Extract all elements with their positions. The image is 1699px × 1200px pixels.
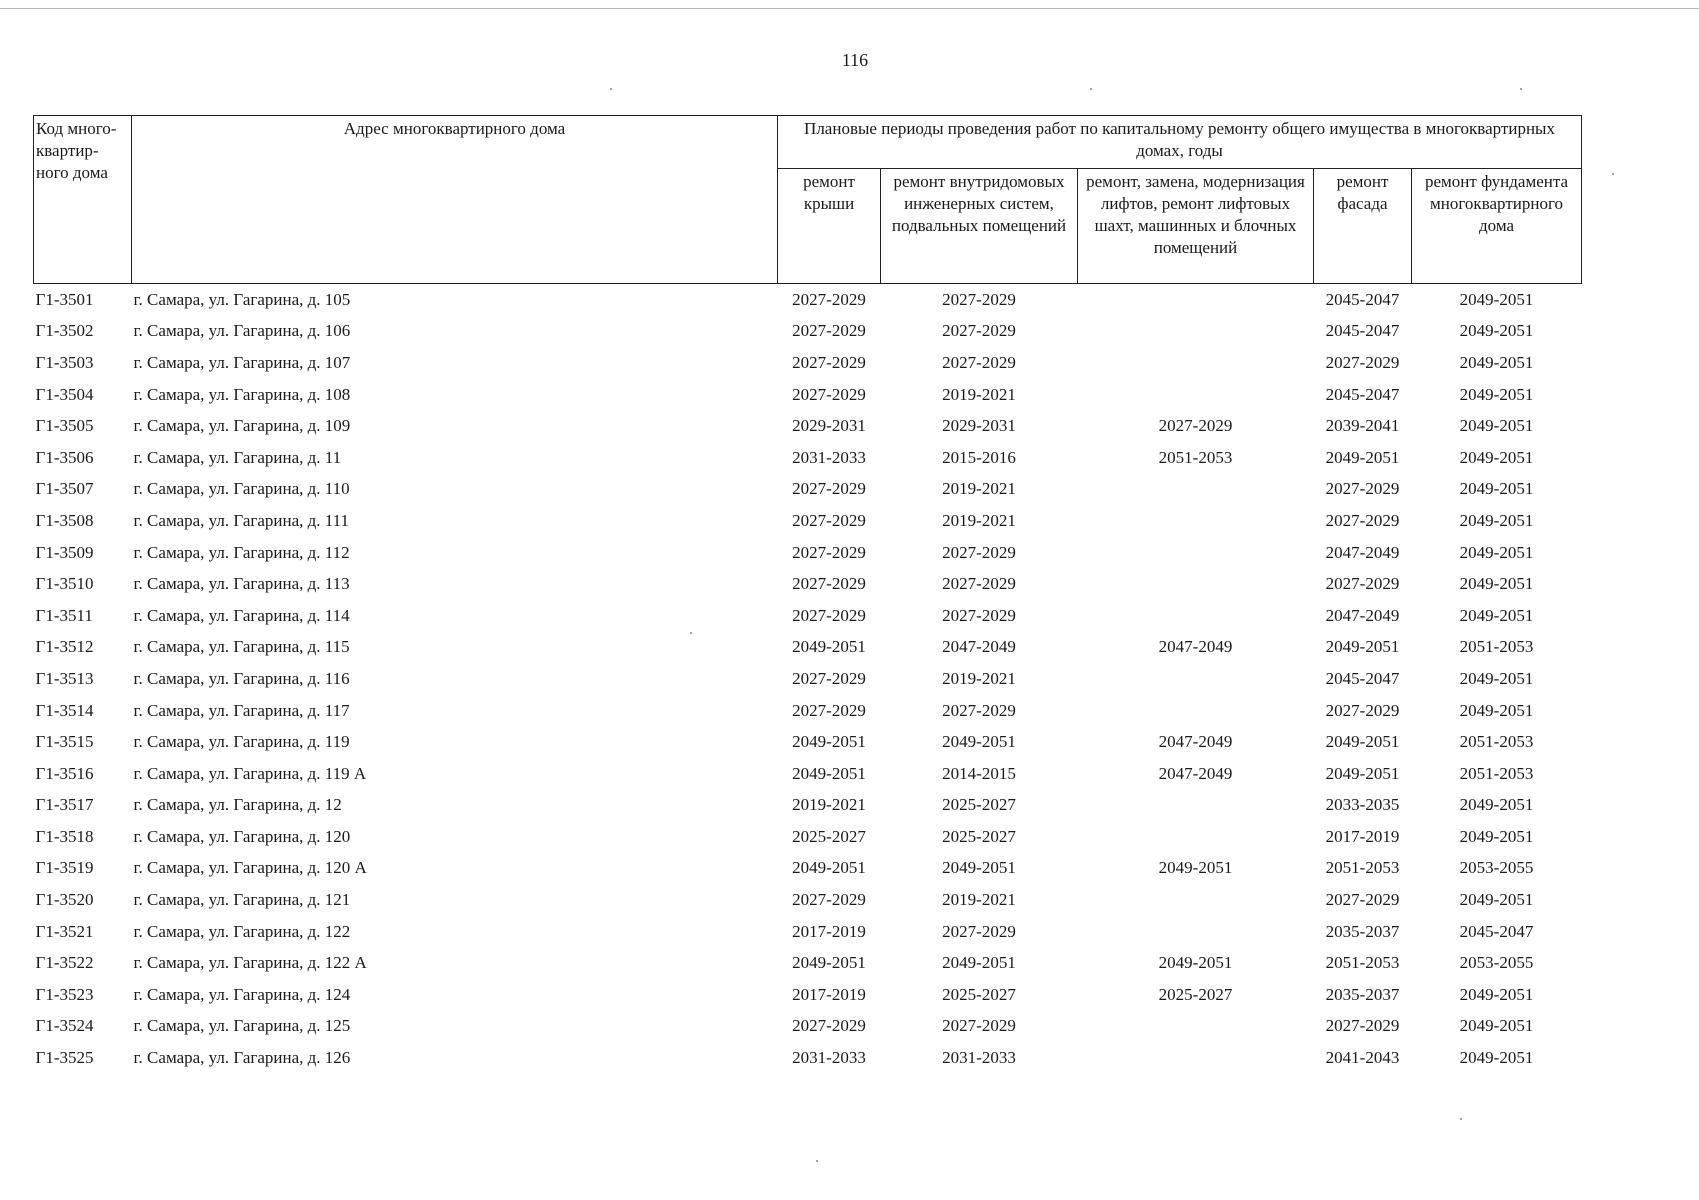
row-roof: 2027-2029 — [792, 700, 866, 720]
table-row — [34, 537, 1582, 569]
row-foundation: 2051-2053 — [1459, 732, 1534, 752]
table-row — [34, 1011, 1582, 1043]
row-lifts — [1078, 1011, 1314, 1043]
row-foundation: 2049-2051 — [1459, 289, 1534, 309]
row-systems: 2027-2029 — [942, 574, 1016, 594]
row-systems: 2027-2029 — [942, 1016, 1016, 1036]
row-lifts — [1078, 695, 1314, 727]
table-row — [34, 316, 1582, 348]
row-code: Г1-3515 — [35, 732, 94, 752]
row-lifts: 2027-2029 — [1158, 416, 1233, 436]
row-foundation: 2049-2051 — [1459, 984, 1534, 1004]
row-foundation: 2049-2051 — [1459, 321, 1534, 341]
row-roof: 2027-2029 — [792, 352, 866, 372]
row-foundation: 2049-2051 — [1459, 826, 1534, 846]
table-row — [34, 821, 1582, 853]
page-number: 116 — [841, 50, 869, 70]
row-foundation: 2049-2051 — [1459, 700, 1534, 720]
row-systems: 2029-2031 — [942, 416, 1016, 436]
row-address: г. Самара, ул. Гагарина, д. 120 — [133, 826, 351, 846]
row-lifts: 2049-2051 — [1158, 858, 1233, 878]
row-lifts — [1078, 537, 1314, 569]
row-address: г. Самара, ул. Гагарина, д. 111 — [133, 510, 350, 530]
row-code: Г1-3513 — [35, 668, 94, 688]
row-roof: 2017-2019 — [792, 921, 866, 941]
row-facade: 2049-2051 — [1325, 763, 1400, 783]
row-facade: 2041-2043 — [1325, 1048, 1400, 1068]
row-roof: 2027-2029 — [792, 605, 866, 625]
header-code: Код много-квартир-ного дома — [34, 116, 132, 284]
row-facade: 2045-2047 — [1325, 384, 1400, 404]
row-address: г. Самара, ул. Гагарина, д. 113 — [133, 574, 350, 594]
row-facade: 2027-2029 — [1325, 352, 1400, 372]
row-address: г. Самара, ул. Гагарина, д. 120 А — [133, 858, 367, 878]
row-roof: 2049-2051 — [792, 763, 866, 783]
header-systems: ремонт внутридомовых инженерных систем, подвальных помещений — [881, 169, 1078, 284]
row-roof: 2027-2029 — [792, 321, 866, 341]
row-code: Г1-3504 — [35, 384, 94, 404]
row-foundation: 2049-2051 — [1459, 574, 1534, 594]
row-code: Г1-3523 — [35, 984, 94, 1004]
row-address: г. Самара, ул. Гагарина, д. 117 — [133, 700, 350, 720]
row-roof: 2031-2033 — [792, 1048, 866, 1068]
table-row — [34, 347, 1582, 379]
row-code: Г1-3502 — [35, 321, 94, 341]
row-foundation: 2049-2051 — [1459, 479, 1534, 499]
scan-speck — [610, 88, 612, 90]
row-address: г. Самара, ул. Гагарина, д. 109 — [133, 416, 351, 436]
row-systems: 2025-2027 — [942, 826, 1016, 846]
row-foundation: 2049-2051 — [1459, 795, 1534, 815]
table-row — [34, 979, 1582, 1011]
row-facade: 2049-2051 — [1325, 637, 1400, 657]
row-address: г. Самара, ул. Гагарина, д. 11 — [133, 447, 342, 467]
row-facade: 2051-2053 — [1325, 858, 1400, 878]
row-lifts — [1078, 474, 1314, 506]
row-lifts — [1078, 347, 1314, 379]
row-code: Г1-3517 — [35, 795, 94, 815]
row-systems: 2019-2021 — [942, 384, 1016, 404]
row-facade: 2035-2037 — [1325, 921, 1400, 941]
scan-speck — [690, 632, 692, 634]
table-row — [34, 853, 1582, 885]
table-row — [34, 1042, 1582, 1074]
row-systems: 2025-2027 — [942, 795, 1016, 815]
header-address: Адрес многоквартирного дома — [132, 116, 778, 284]
row-facade: 2045-2047 — [1325, 289, 1400, 309]
row-code: Г1-3518 — [35, 826, 94, 846]
row-systems: 2019-2021 — [942, 668, 1016, 688]
table-body — [34, 284, 1582, 1074]
row-lifts — [1078, 379, 1314, 411]
row-code: Г1-3509 — [35, 542, 94, 562]
row-foundation: 2049-2051 — [1459, 1048, 1534, 1068]
row-roof: 2027-2029 — [792, 542, 866, 562]
row-foundation: 2051-2053 — [1459, 637, 1534, 657]
row-code: Г1-3524 — [35, 1016, 94, 1036]
row-address: г. Самара, ул. Гагарина, д. 108 — [133, 384, 351, 404]
row-systems: 2049-2051 — [942, 953, 1016, 973]
row-lifts — [1078, 884, 1314, 916]
row-systems: 2027-2029 — [942, 921, 1016, 941]
table-header — [34, 116, 1582, 284]
row-facade: 2045-2047 — [1325, 668, 1400, 688]
row-lifts — [1078, 663, 1314, 695]
table-row — [34, 726, 1582, 758]
row-lifts — [1078, 916, 1314, 948]
table-row — [34, 663, 1582, 695]
row-address: г. Самара, ул. Гагарина, д. 110 — [133, 479, 350, 499]
row-address: г. Самара, ул. Гагарина, д. 122 А — [133, 953, 367, 973]
row-code: Г1-3514 — [35, 700, 94, 720]
row-code: Г1-3508 — [35, 510, 94, 530]
row-roof: 2025-2027 — [792, 826, 866, 846]
row-roof: 2019-2021 — [792, 795, 866, 815]
row-roof: 2027-2029 — [792, 289, 866, 309]
row-address: г. Самара, ул. Гагарина, д. 114 — [133, 605, 350, 625]
row-facade: 2047-2049 — [1325, 605, 1400, 625]
row-roof: 2027-2029 — [792, 890, 866, 910]
row-address: г. Самара, ул. Гагарина, д. 106 — [133, 321, 351, 341]
row-roof: 2027-2029 — [792, 668, 866, 688]
row-lifts — [1078, 284, 1314, 316]
scan-speck — [1460, 1118, 1462, 1120]
row-systems: 2049-2051 — [942, 858, 1016, 878]
row-lifts: 2047-2049 — [1158, 637, 1233, 657]
row-foundation: 2045-2047 — [1459, 921, 1534, 941]
row-address: г. Самара, ул. Гагарина, д. 126 — [133, 1048, 351, 1068]
row-code: Г1-3512 — [35, 637, 94, 657]
row-roof: 2027-2029 — [792, 384, 866, 404]
row-foundation: 2049-2051 — [1459, 668, 1534, 688]
row-systems: 2027-2029 — [942, 321, 1016, 341]
row-code: Г1-3516 — [35, 763, 94, 783]
row-systems: 2015-2016 — [942, 447, 1016, 467]
row-address: г. Самара, ул. Гагарина, д. 115 — [133, 637, 350, 657]
row-foundation: 2049-2051 — [1459, 1016, 1534, 1036]
table-row — [34, 568, 1582, 600]
header-roof: ремонт крыши — [778, 169, 881, 284]
row-systems: 2027-2029 — [942, 542, 1016, 562]
row-foundation: 2049-2051 — [1459, 352, 1534, 372]
row-code: Г1-3520 — [35, 890, 94, 910]
row-code: Г1-3511 — [35, 605, 93, 625]
row-roof: 2049-2051 — [792, 732, 866, 752]
row-lifts — [1078, 568, 1314, 600]
row-lifts: 2025-2027 — [1158, 984, 1233, 1004]
row-systems: 2025-2027 — [942, 984, 1016, 1004]
table-row — [34, 505, 1582, 537]
row-lifts: 2047-2049 — [1158, 763, 1233, 783]
row-code: Г1-3519 — [35, 858, 94, 878]
row-facade: 2017-2019 — [1325, 826, 1400, 846]
row-lifts — [1078, 600, 1314, 632]
row-facade: 2049-2051 — [1325, 447, 1400, 467]
row-lifts — [1078, 821, 1314, 853]
row-systems: 2027-2029 — [942, 352, 1016, 372]
row-facade: 2039-2041 — [1325, 416, 1400, 436]
row-lifts: 2047-2049 — [1158, 732, 1233, 752]
row-lifts — [1078, 1042, 1314, 1074]
row-systems: 2019-2021 — [942, 890, 1016, 910]
scan-speck — [816, 1160, 818, 1162]
row-systems: 2027-2029 — [942, 700, 1016, 720]
scan-speck — [1090, 88, 1092, 90]
row-roof: 2027-2029 — [792, 1016, 866, 1036]
row-address: г. Самара, ул. Гагарина, д. 125 — [133, 1016, 351, 1036]
row-roof: 2017-2019 — [792, 984, 866, 1004]
row-code: Г1-3507 — [35, 479, 94, 499]
row-address: г. Самара, ул. Гагарина, д. 119 А — [133, 763, 367, 783]
table-row — [34, 695, 1582, 727]
row-systems: 2027-2029 — [942, 289, 1016, 309]
row-foundation: 2049-2051 — [1459, 605, 1534, 625]
row-foundation: 2053-2055 — [1459, 953, 1534, 973]
row-roof: 2027-2029 — [792, 510, 866, 530]
table-row — [34, 410, 1582, 442]
row-address: г. Самара, ул. Гагарина, д. 124 — [133, 984, 351, 1004]
row-address: г. Самара, ул. Гагарина, д. 107 — [133, 352, 351, 372]
row-code: Г1-3510 — [35, 574, 94, 594]
row-facade: 2047-2049 — [1325, 542, 1400, 562]
row-systems: 2014-2015 — [942, 763, 1016, 783]
row-address: г. Самара, ул. Гагарина, д. 12 — [133, 795, 342, 815]
row-code: Г1-3525 — [35, 1048, 94, 1068]
row-facade: 2027-2029 — [1325, 700, 1400, 720]
row-foundation: 2049-2051 — [1459, 416, 1534, 436]
row-address: г. Самара, ул. Гагарина, д. 119 — [133, 732, 350, 752]
table-row — [34, 632, 1582, 664]
row-address: г. Самара, ул. Гагарина, д. 105 — [133, 289, 351, 309]
row-systems: 2031-2033 — [942, 1048, 1016, 1068]
row-systems: 2047-2049 — [942, 637, 1016, 657]
row-foundation: 2051-2053 — [1459, 763, 1534, 783]
row-facade: 2027-2029 — [1325, 890, 1400, 910]
row-code: Г1-3506 — [35, 447, 94, 467]
row-systems: 2027-2029 — [942, 605, 1016, 625]
row-lifts — [1078, 316, 1314, 348]
header-facade: ремонт фасада — [1314, 169, 1412, 284]
table-row — [34, 884, 1582, 916]
row-code: Г1-3522 — [35, 953, 94, 973]
scan-speck — [1520, 88, 1522, 90]
header-planned-periods: Плановые периоды проведения работ по капитальному ремонту общего имущества в многоквартирных домах, годы — [778, 116, 1582, 169]
row-facade: 2027-2029 — [1325, 1016, 1400, 1036]
table-row — [34, 600, 1582, 632]
table-row — [34, 284, 1582, 316]
row-address: г. Самара, ул. Гагарина, д. 122 — [133, 921, 351, 941]
row-facade: 2049-2051 — [1325, 732, 1400, 752]
table-row — [34, 947, 1582, 979]
row-systems: 2049-2051 — [942, 732, 1016, 752]
row-foundation: 2049-2051 — [1459, 447, 1534, 467]
row-facade: 2045-2047 — [1325, 321, 1400, 341]
table-row — [34, 474, 1582, 506]
row-roof: 2027-2029 — [792, 574, 866, 594]
row-facade: 2035-2037 — [1325, 984, 1400, 1004]
row-roof: 2049-2051 — [792, 637, 866, 657]
row-systems: 2019-2021 — [942, 510, 1016, 530]
row-facade: 2027-2029 — [1325, 574, 1400, 594]
row-facade: 2051-2053 — [1325, 953, 1400, 973]
table-row — [34, 916, 1582, 948]
capital-repair-plan-table — [33, 115, 1582, 1074]
row-code: Г1-3521 — [35, 921, 94, 941]
row-code: Г1-3503 — [35, 352, 94, 372]
row-foundation: 2049-2051 — [1459, 510, 1534, 530]
row-roof: 2049-2051 — [792, 858, 866, 878]
row-lifts — [1078, 790, 1314, 822]
table-row — [34, 758, 1582, 790]
row-address: г. Самара, ул. Гагарина, д. 121 — [133, 890, 351, 910]
row-facade: 2027-2029 — [1325, 510, 1400, 530]
header-foundation: ремонт фундамента многоквартирного дома — [1412, 169, 1582, 284]
row-address: г. Самара, ул. Гагарина, д. 112 — [133, 542, 350, 562]
row-roof: 2031-2033 — [792, 447, 866, 467]
row-facade: 2033-2035 — [1325, 795, 1400, 815]
table-row — [34, 790, 1582, 822]
row-code: Г1-3501 — [35, 289, 94, 309]
row-lifts: 2049-2051 — [1158, 953, 1233, 973]
row-address: г. Самара, ул. Гагарина, д. 116 — [133, 668, 350, 688]
row-foundation: 2049-2051 — [1459, 542, 1534, 562]
row-roof: 2029-2031 — [792, 416, 866, 436]
row-roof: 2027-2029 — [792, 479, 866, 499]
scan-edge-line — [0, 8, 1699, 9]
header-lifts: ремонт, замена, модернизация лифтов, ремонт лифтовых шахт, машинных и блочных помещений — [1078, 169, 1314, 284]
row-lifts: 2051-2053 — [1158, 447, 1233, 467]
row-facade: 2027-2029 — [1325, 479, 1400, 499]
table-row — [34, 442, 1582, 474]
row-systems: 2019-2021 — [942, 479, 1016, 499]
row-foundation: 2049-2051 — [1459, 384, 1534, 404]
row-foundation: 2053-2055 — [1459, 858, 1534, 878]
row-code: Г1-3505 — [35, 416, 94, 436]
scan-speck — [1612, 173, 1614, 175]
table-row — [34, 379, 1582, 411]
row-foundation: 2049-2051 — [1459, 890, 1534, 910]
row-lifts — [1078, 505, 1314, 537]
row-roof: 2049-2051 — [792, 953, 866, 973]
